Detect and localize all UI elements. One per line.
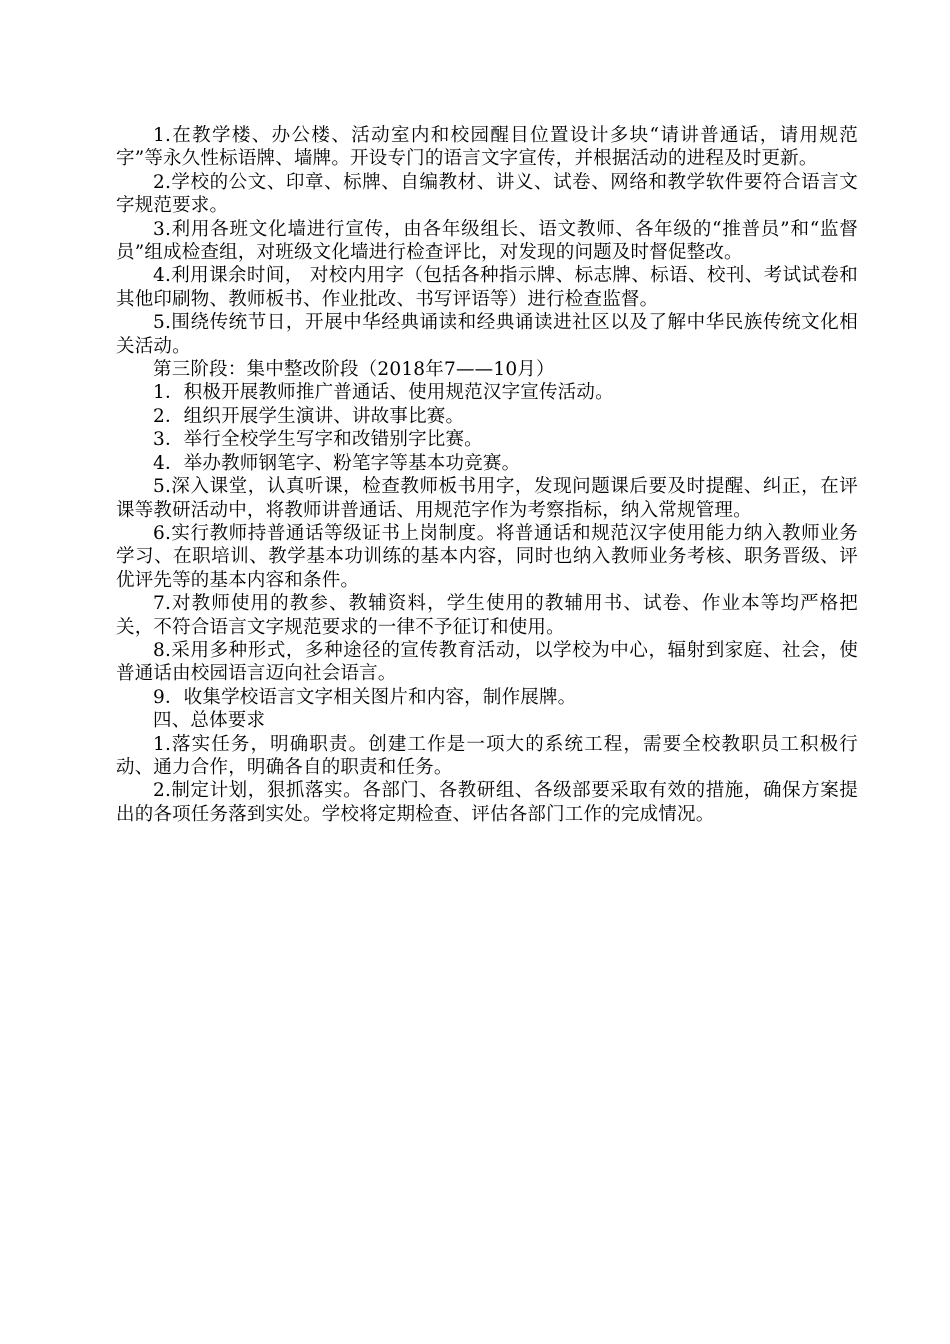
paragraph-16: 2.制定计划，狠抓落实。各部门、各教研组、各级部要采取有效的措施，确保方案提出的各项任务落到实处。学校将定期检查、评估各部门工作的完成情况。 bbox=[116, 780, 858, 825]
section-heading-overall-requirements: 四、总体要求 bbox=[153, 710, 266, 732]
paragraph-7: 2．组织开展学生演讲、讲故事比赛。 bbox=[153, 405, 465, 427]
paragraph-3: 3.利用各班文化墙进行宣传，由各年级组长、语文教师、各年级的“推普员”和“监督员”组成检查组，对班级文化墙进行检查评比，对发现的问题及时督促整改。 bbox=[116, 218, 858, 264]
section-heading-stage-three: 第三阶段：集中整改阶段（2018年7——10月） bbox=[153, 359, 555, 381]
paragraph-13: 8.采用多种形式，多种途径的宣传教育活动，以学校为中心，辐射到家庭、社会，使普通话由校园语言迈向社会语言。 bbox=[116, 639, 858, 685]
paragraph-12: 7.对教师使用的教参、教辅资料，学生使用的教辅用书、试卷、作业本等均严格把关，不符合语言文字规范要求的一律不予征订和使用。 bbox=[116, 593, 858, 638]
paragraph-14: 9．收集学校语言文字相关图片和内容，制作展牌。 bbox=[153, 686, 577, 708]
paragraph-15: 1.落实任务，明确职责。创建工作是一项大的系统工程，需要全校教职员工积极行动、通力合作，明确各自的职责和任务。 bbox=[116, 733, 858, 778]
paragraph-2: 2.学校的公文、印章、标牌、自编教材、讲义、试卷、网络和教学软件要符合语言文字规范要求。 bbox=[116, 171, 858, 217]
paragraph-4: 4.利用课余时间， 对校内用字（包括各种指示牌、标志牌、标语、校刊、考试试卷和其他印刷物、教师板书、作业批改、书写评语等）进行检查监督。 bbox=[116, 265, 858, 310]
paragraph-1: 1.在教学楼、办公楼、活动室内和校园醒目位置设计多块“请讲普通话，请用规范字”等永久性标语牌、墙牌。开设专门的语言文字宣传，并根据活动的进程及时更新。 bbox=[116, 125, 858, 170]
paragraph-8: 3．举行全校学生写字和改错别字比赛。 bbox=[153, 429, 483, 451]
paragraph-9: 4．举办教师钢笔字、粉笔字等基本功竞赛。 bbox=[153, 452, 521, 474]
paragraph-5: 5.围绕传统节日，开展中华经典诵读和经典诵读进社区以及了解中华民族传统文化相关活动。 bbox=[116, 312, 858, 357]
document-page bbox=[116, 124, 858, 826]
paragraph-10: 5.深入课堂，认真听课，检查教师板书用字，发现问题课后要及时提醒、纠正，在评课等教研活动中，将教师讲普通话、用规范字作为考察指标，纳入常规管理。 bbox=[116, 476, 858, 521]
paragraph-6: 1．积极开展教师推广普通话、使用规范汉字宣传活动。 bbox=[153, 382, 614, 404]
paragraph-11: 6.实行教师持普通话等级证书上岗制度。将普通话和规范汉字使用能力纳入教师业务学习、在职培训、教学基本功训练的基本内容，同时也纳入教师业务考核、职务晋级、评优评先等的基本内容和条件。 bbox=[116, 522, 858, 591]
